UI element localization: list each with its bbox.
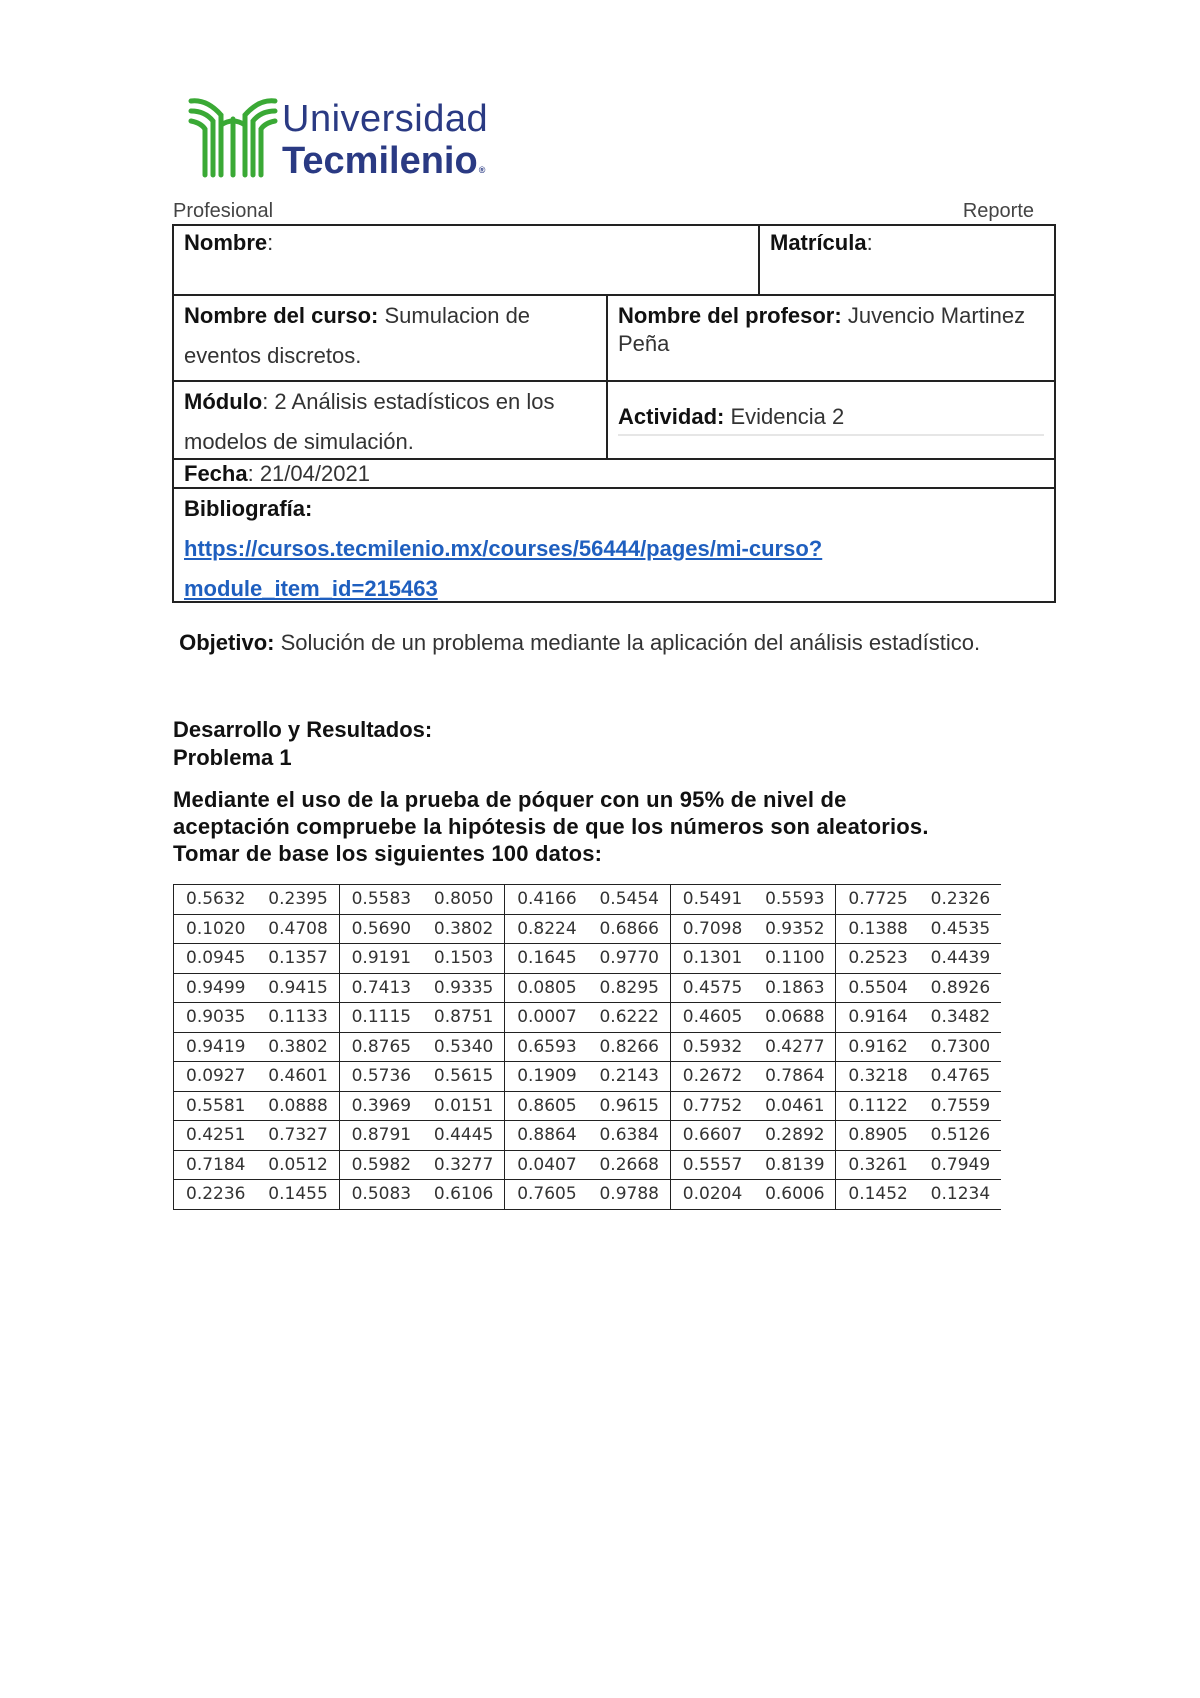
table-cell: 0.0204 — [670, 1180, 753, 1210]
table-cell: 0.5504 — [836, 973, 919, 1003]
table-cell: 0.8139 — [753, 1150, 836, 1180]
table-cell: 0.9191 — [339, 944, 422, 974]
table-row — [174, 1121, 1002, 1151]
table-cell: 0.1301 — [670, 944, 753, 974]
info-table — [172, 224, 1056, 603]
desarrollo-heading: Desarrollo y Resultados: Problema 1 — [173, 717, 433, 770]
table-cell: 0.2523 — [836, 944, 919, 974]
table-cell: 0.7184 — [174, 1150, 257, 1180]
header-reporte: Reporte — [962, 200, 1034, 222]
table-cell: 0.4535 — [919, 914, 1001, 944]
row-bibliografia — [174, 489, 1054, 601]
table-cell: 0.0945 — [174, 944, 257, 974]
table-cell: 0.0007 — [505, 1003, 588, 1033]
table-cell: 0.4765 — [919, 1062, 1001, 1092]
cell-modulo: Módulo: 2 Análisis estadísticos en los modelos de simulación. — [174, 382, 608, 458]
table-cell: 0.5126 — [919, 1121, 1001, 1151]
table-cell: 0.5340 — [422, 1032, 505, 1062]
table-cell: 0.9162 — [836, 1032, 919, 1062]
random-data-table — [173, 884, 1001, 1210]
table-cell: 0.2892 — [753, 1121, 836, 1151]
table-cell: 0.0688 — [753, 1003, 836, 1033]
table-row — [174, 1003, 1002, 1033]
table-row — [174, 1150, 1002, 1180]
table-cell: 0.9615 — [587, 1091, 670, 1121]
table-cell: 0.3277 — [422, 1150, 505, 1180]
table-cell: 0.6106 — [422, 1180, 505, 1210]
table-cell: 0.8791 — [339, 1121, 422, 1151]
table-cell: 0.7098 — [670, 914, 753, 944]
table-cell: 0.0512 — [256, 1150, 339, 1180]
table-cell: 0.9335 — [422, 973, 505, 1003]
table-cell: 0.2395 — [256, 885, 339, 915]
table-cell: 0.6607 — [670, 1121, 753, 1151]
table-cell: 0.3969 — [339, 1091, 422, 1121]
row-nombre — [174, 226, 1054, 296]
table-cell: 0.5557 — [670, 1150, 753, 1180]
table-cell: 0.6222 — [587, 1003, 670, 1033]
problem-statement: Mediante el uso de la prueba de póquer con un 95% de nivel de aceptación compruebe la hipótesis de que los números son aleatorios. Tomar de base los siguientes 100 datos: — [173, 787, 929, 866]
table-cell: 0.4445 — [422, 1121, 505, 1151]
table-cell: 0.1863 — [753, 973, 836, 1003]
objetivo-paragraph: Objetivo: Solución de un problema mediante la aplicación del análisis estadístico. — [179, 630, 981, 655]
table-cell: 0.9352 — [753, 914, 836, 944]
table-cell: 0.0461 — [753, 1091, 836, 1121]
table-cell: 0.9415 — [256, 973, 339, 1003]
table-cell: 0.2672 — [670, 1062, 753, 1092]
table-cell: 0.7559 — [919, 1091, 1001, 1121]
table-cell: 0.8605 — [505, 1091, 588, 1121]
table-cell: 0.5982 — [339, 1150, 422, 1180]
table-cell: 0.4251 — [174, 1121, 257, 1151]
table-cell: 0.8266 — [587, 1032, 670, 1062]
table-cell: 0.7864 — [753, 1062, 836, 1092]
table-cell: 0.3482 — [919, 1003, 1001, 1033]
table-row — [174, 944, 1002, 974]
table-cell: 0.5932 — [670, 1032, 753, 1062]
table-cell: 0.0151 — [422, 1091, 505, 1121]
table-cell: 0.6384 — [587, 1121, 670, 1151]
logo-text-universidad: Universidad — [282, 98, 489, 140]
table-cell: 0.1020 — [174, 914, 257, 944]
cell-fecha: Fecha: 21/04/2021 — [184, 461, 370, 486]
table-cell: 0.3802 — [256, 1032, 339, 1062]
table-cell: 0.5632 — [174, 885, 257, 915]
table-row — [174, 1032, 1002, 1062]
table-cell: 0.1115 — [339, 1003, 422, 1033]
table-cell: 0.5736 — [339, 1062, 422, 1092]
table-row — [174, 1180, 1002, 1210]
table-cell: 0.1452 — [836, 1180, 919, 1210]
table-cell: 0.1100 — [753, 944, 836, 974]
table-cell: 0.7725 — [836, 885, 919, 915]
table-cell: 0.4277 — [753, 1032, 836, 1062]
table-cell: 0.8751 — [422, 1003, 505, 1033]
table-cell: 0.0888 — [256, 1091, 339, 1121]
table-cell: 0.4575 — [670, 973, 753, 1003]
table-cell: 0.9499 — [174, 973, 257, 1003]
table-row — [174, 1091, 1002, 1121]
table-cell: 0.1133 — [256, 1003, 339, 1033]
table-cell: 0.5454 — [587, 885, 670, 915]
table-cell: 0.9419 — [174, 1032, 257, 1062]
cell-matricula: Matrícula: — [770, 230, 873, 255]
table-cell: 0.5581 — [174, 1091, 257, 1121]
table-cell: 0.4601 — [256, 1062, 339, 1092]
table-cell: 0.6593 — [505, 1032, 588, 1062]
table-cell: 0.3218 — [836, 1062, 919, 1092]
table-cell: 0.2668 — [587, 1150, 670, 1180]
table-cell: 0.8295 — [587, 973, 670, 1003]
table-cell: 0.7752 — [670, 1091, 753, 1121]
table-cell: 0.1503 — [422, 944, 505, 974]
cell-curso: Nombre del curso: Sumulacion de eventos discretos. — [174, 296, 608, 380]
row-modulo — [174, 382, 1054, 460]
table-cell: 0.4439 — [919, 944, 1001, 974]
table-cell: 0.0805 — [505, 973, 588, 1003]
cell-bibliografia: Bibliografía: https://cursos.tecmilenio.mx/courses/56444/pages/mi-curso? module_item_id=215463 — [184, 496, 823, 601]
table-cell: 0.8864 — [505, 1121, 588, 1151]
table-cell: 0.2236 — [174, 1180, 257, 1210]
logo-text-tecmilenio: Tecmilenio® — [282, 140, 486, 182]
cell-nombre: Nombre: — [174, 226, 760, 294]
table-cell: 0.1909 — [505, 1062, 588, 1092]
table-cell: 0.1234 — [919, 1180, 1001, 1210]
table-cell: 0.9788 — [587, 1180, 670, 1210]
table-cell: 0.8224 — [505, 914, 588, 944]
table-cell: 0.5583 — [339, 885, 422, 915]
table-cell: 0.4605 — [670, 1003, 753, 1033]
table-cell: 0.5491 — [670, 885, 753, 915]
row-fecha — [174, 460, 1054, 489]
table-cell: 0.8905 — [836, 1121, 919, 1151]
table-cell: 0.7327 — [256, 1121, 339, 1151]
table-cell: 0.5690 — [339, 914, 422, 944]
table-cell: 0.0407 — [505, 1150, 588, 1180]
table-cell: 0.4708 — [256, 914, 339, 944]
table-cell: 0.7605 — [505, 1180, 588, 1210]
table-cell: 0.2326 — [919, 885, 1001, 915]
table-cell: 0.1388 — [836, 914, 919, 944]
cell-actividad: Actividad: Evidencia 2 — [608, 382, 1054, 458]
table-cell: 0.8050 — [422, 885, 505, 915]
table-cell: 0.9164 — [836, 1003, 919, 1033]
bibliografia-link[interactable]: https://cursos.tecmilenio.mx/courses/56444/pages/mi-curso? module_item_id=215463 — [184, 536, 823, 601]
header-profesional: Profesional — [173, 200, 274, 222]
table-cell: 0.7300 — [919, 1032, 1001, 1062]
table-cell: 0.1645 — [505, 944, 588, 974]
table-cell: 0.1357 — [256, 944, 339, 974]
table-cell: 0.5083 — [339, 1180, 422, 1210]
table-cell: 0.6866 — [587, 914, 670, 944]
table-cell: 0.4166 — [505, 885, 588, 915]
table-cell: 0.8926 — [919, 973, 1001, 1003]
table-cell: 0.5593 — [753, 885, 836, 915]
table-cell: 0.1455 — [256, 1180, 339, 1210]
table-row — [174, 1062, 1002, 1092]
table-cell: 0.8765 — [339, 1032, 422, 1062]
table-cell: 0.5615 — [422, 1062, 505, 1092]
table-row — [174, 914, 1002, 944]
table-cell: 0.2143 — [587, 1062, 670, 1092]
table-cell: 0.3261 — [836, 1150, 919, 1180]
table-cell: 0.6006 — [753, 1180, 836, 1210]
table-cell: 0.7413 — [339, 973, 422, 1003]
table-cell: 0.1122 — [836, 1091, 919, 1121]
table-row — [174, 973, 1002, 1003]
cell-profesor: Nombre del profesor: Juvencio Martinez Peña — [618, 303, 1026, 356]
table-row — [174, 885, 1002, 915]
table-cell: 0.3802 — [422, 914, 505, 944]
tecmilenio-logo-icon — [183, 95, 283, 181]
row-curso — [174, 296, 1054, 382]
table-cell: 0.9035 — [174, 1003, 257, 1033]
table-cell: 0.7949 — [919, 1150, 1001, 1180]
table-cell: 0.0927 — [174, 1062, 257, 1092]
table-cell: 0.9770 — [587, 944, 670, 974]
